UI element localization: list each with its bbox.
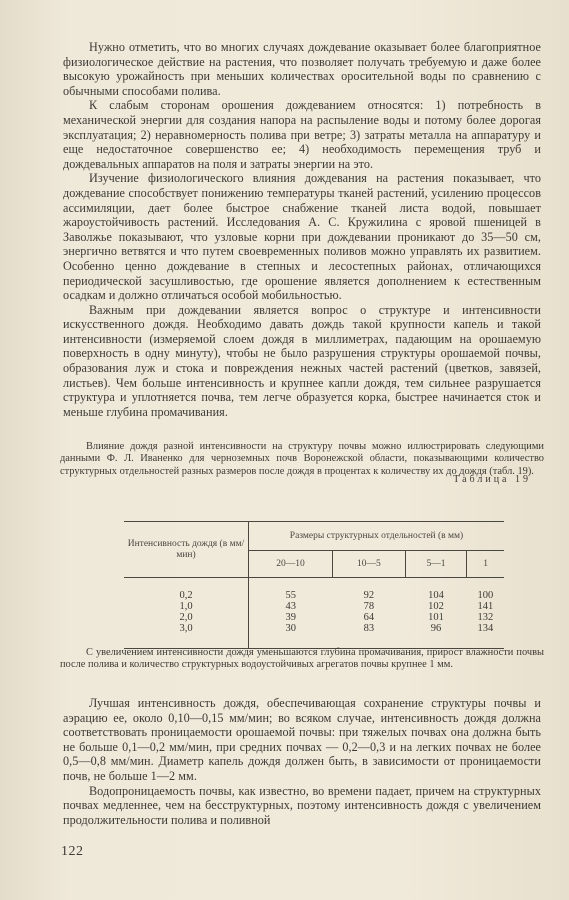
header-intensity: Интенсивность дождя (в мм/мин) — [124, 522, 249, 578]
table-row — [124, 578, 504, 649]
subheader: 1 — [467, 551, 504, 578]
table-cell: 132 — [477, 612, 494, 623]
table-cell: 2,0 — [179, 612, 193, 623]
data-table — [124, 521, 504, 649]
paragraph: Водопроницаемость почвы, как известно, во времени падает, причем на структурных почвах медленнее, чем на бесструктурных, поэтому интенсивность дождя с увеличением продолжительности полива и поливной — [63, 783, 541, 827]
text-block-after-table — [60, 647, 544, 672]
table-cell: 141 — [477, 601, 494, 612]
column-10-5 — [332, 578, 405, 649]
small-paragraph: С увеличением интенсивности дождя уменьшаются глубина промачивания, прирост влажности почвы после полива и количество структурных водоустойчивых агрегатов почвы крупнее 1 мм. — [60, 647, 544, 671]
table-cell: 92 — [363, 590, 375, 601]
table-cell: 83 — [363, 623, 375, 634]
intensity-column — [124, 578, 249, 649]
paragraph: Изучение физиологического влияния дождевания на растения показывает, что дождевание способствует понижению температуры тканей растений, усилению процессов ассимиляции, дает более быстрое снабжение тканей листа водой, повышает жароустойчивость растений. Исследования А. С. Кружилина с яровой пшеницей в Заволжье показывают, что узловые корни при дождевании проникают до 35—50 см, энергично ветвятся и что путем своевременных поливов можно управлять их развитием. Особенно ценно дождевание в степных и лесостепных районах, отличающихся периодической засушливостью, где орошение является дополнением к естественным осадкам и должно отличаться особой мобильностью. — [63, 171, 541, 303]
table-cell: 78 — [363, 601, 375, 612]
table-cell: 55 — [285, 590, 296, 601]
table-cell: 96 — [430, 623, 442, 634]
column-5-1 — [405, 578, 467, 649]
table-caption: Таблица 19 — [453, 474, 531, 485]
table-cell: 30 — [285, 623, 296, 634]
subheader: 10—5 — [332, 551, 405, 578]
table-cell: 1,0 — [179, 601, 193, 612]
column-1 — [467, 578, 504, 649]
paragraph: К слабым сторонам орошения дождеванием относятся: 1) потребность в механической энергии для создания напора на распыление воды и потому более дорогая эксплуатация; 2) неравномерность полива при ветре; 3) затраты металла на аппаратуру и еще недостаточное совершенство ее; 4) необходимость перемещения труб и дождевальных аппаратов на поля и затраты энергии на это. — [63, 98, 541, 171]
small-paragraph: Влияние дождя разной интенсивности на структуру почвы можно иллюстрировать следующими данными Ф. Л. Иваненко для черноземных почв Воронежской области, показывающими количество структурных отдельностей разных размеров после дождя в процентах к количеству их до дождя (табл. 19). — [60, 441, 544, 477]
text-block-top — [63, 40, 541, 419]
table-cell: 104 — [428, 590, 444, 601]
table-cell: 3,0 — [179, 623, 193, 634]
table-cell: 134 — [477, 623, 494, 634]
table-cell: 39 — [285, 612, 296, 623]
text-block-bottom — [63, 696, 541, 827]
header-sizes: Размеры структурных отдельностей (в мм) — [249, 522, 505, 551]
table-cell: 102 — [428, 601, 444, 612]
subheader: 5—1 — [405, 551, 467, 578]
paragraph: Лучшая интенсивность дождя, обеспечивающая сохранение структуры почвы и аэрацию ее, около 0,10—0,15 мм/мин; во всяком случае, интенсивность дождя должна соответствовать проницаемости орошаемой почвы: при тяжелых почвах она должна быть не больше 0,1—0,2 мм/мин, при средних почвах — 0,2—0,3 и на легких почвах не более 0,5—0,8 мм/мин. Диаметр капель дождя должен быть, в зависимости от проницаемости почв, не больше 1—2 мм. — [63, 696, 541, 783]
paragraph: Нужно отметить, что во многих случаях дождевание оказывает более благоприятное физиологическое действие на растения, что позволяет получать требуемую и даже более высокую урожайность при меньших количествах оросительной воды по сравнению с обычными способами полива. — [63, 40, 541, 98]
table-cell: 64 — [363, 612, 375, 623]
column-20-10 — [249, 578, 333, 649]
paragraph: Важным при дождевании является вопрос о структуре и интенсивности искусственного дождя. Необходимо давать дождь такой крупности капель и такой интенсивности (измеряемой слоем дождя в миллиметрах, падающим на орошаемую поверхность в одну минуту), чтобы не было разрушения структуры орошаемой почвы, образования луж и стока и повреждения нежных частей растений (цветков, завязей, листьев). Чем больше интенсивность и крупнее капли дождя, тем сильнее разрушается структура и уплотняется почва, тем легче образуется корка, быстрее начинается сток и меньше глубина промачивания. — [63, 302, 541, 419]
table-cell: 0,2 — [179, 590, 193, 601]
table-cell: 101 — [428, 612, 444, 623]
subheader: 20—10 — [249, 551, 333, 578]
table-cell: 43 — [285, 601, 296, 612]
table-cell: 100 — [477, 590, 494, 601]
page-number: 122 — [61, 844, 84, 859]
text-block-intro — [60, 441, 544, 478]
